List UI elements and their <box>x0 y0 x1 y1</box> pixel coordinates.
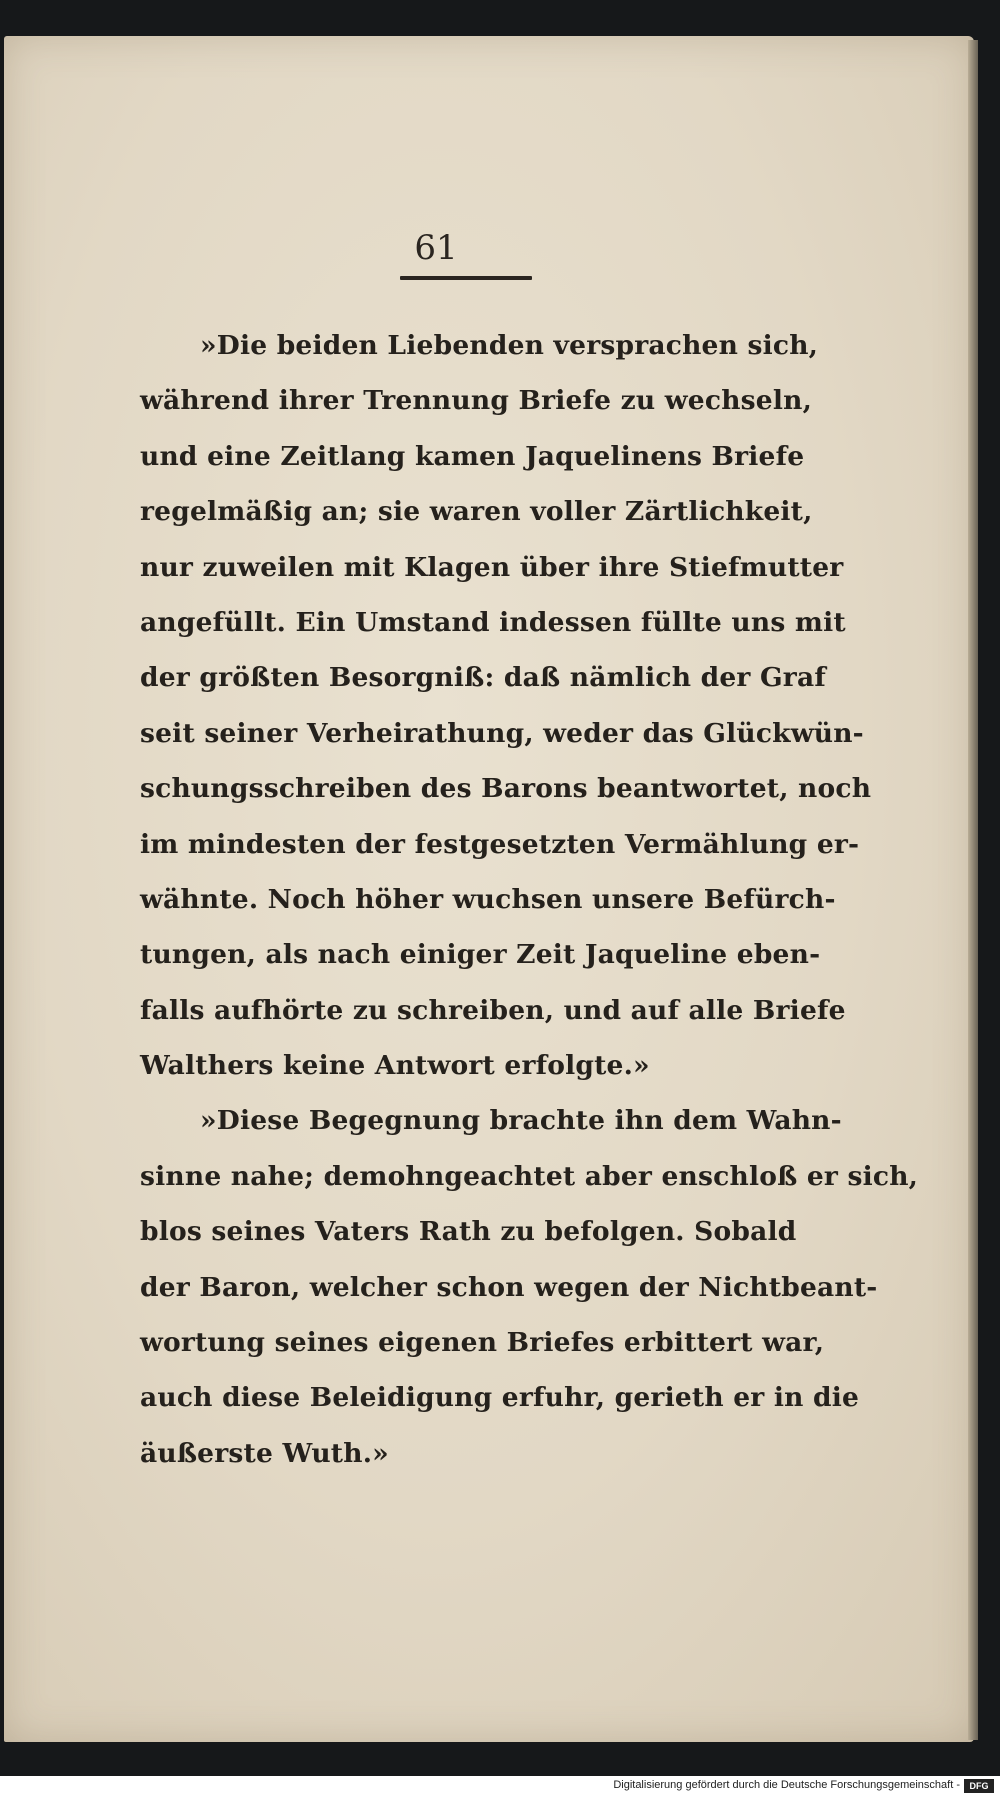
text-line: seit seiner Verheirathung, weder das Glückwün- <box>140 717 864 749</box>
header-rule <box>400 276 532 280</box>
text-line: angefüllt. Ein Umstand indessen füllte uns mit <box>140 606 846 638</box>
text-line: im mindesten der festgesetzten Vermählung er- <box>140 828 860 860</box>
text-line: falls aufhörte zu schreiben, und auf alle Briefe <box>140 994 846 1026</box>
text-line: der größten Besorgniß: daß nämlich der Graf <box>140 662 826 694</box>
text-line: wortung seines eigenen Briefes erbittert war, <box>140 1327 825 1359</box>
text-line: während ihrer Trennung Briefe zu wechseln, <box>140 385 812 417</box>
text-line: blos seines Vaters Rath zu befolgen. Sobald <box>140 1216 797 1248</box>
text-line: schungsschreiben des Barons beantwortet, noch <box>140 773 872 805</box>
text-line: wähnte. Noch höher wuchsen unsere Befürch- <box>140 883 836 915</box>
footer-bar <box>0 1776 1000 1797</box>
funding-credit: Digitalisierung gefördert durch die Deutsche Forschungsgemeinschaft - <box>613 1779 960 1791</box>
page-edge <box>968 40 978 1740</box>
text-line: auch diese Beleidigung erfuhr, gerieth er in die <box>140 1382 860 1414</box>
text-line: der Baron, welcher schon wegen der Nichtbeant- <box>140 1271 878 1303</box>
text-line: sinne nahe; demohngeachtet aber enschloß er sich, <box>140 1160 919 1192</box>
page-number: 61 <box>414 228 458 268</box>
text-line: »Die beiden Liebenden versprachen sich, <box>200 330 819 361</box>
body-text <box>140 318 919 1481</box>
text-line: tungen, als nach einiger Zeit Jaqueline eben- <box>140 939 821 971</box>
paragraph-2 <box>140 1093 919 1481</box>
text-line: äußerste Wuth.» <box>140 1437 389 1469</box>
text-line: Walthers keine Antwort erfolgte.» <box>140 1050 650 1082</box>
paragraph-1 <box>140 318 872 1093</box>
text-line: und eine Zeitlang kamen Jaquelinens Briefe <box>140 440 805 472</box>
dfg-logo: DFG <box>964 1779 994 1793</box>
text-line: regelmäßig an; sie waren voller Zärtlichkeit, <box>140 496 813 528</box>
text-line: nur zuweilen mit Klagen über ihre Stiefmutter <box>140 551 844 583</box>
text-line: »Diese Begegnung brachte ihn dem Wahn- <box>200 1105 842 1137</box>
